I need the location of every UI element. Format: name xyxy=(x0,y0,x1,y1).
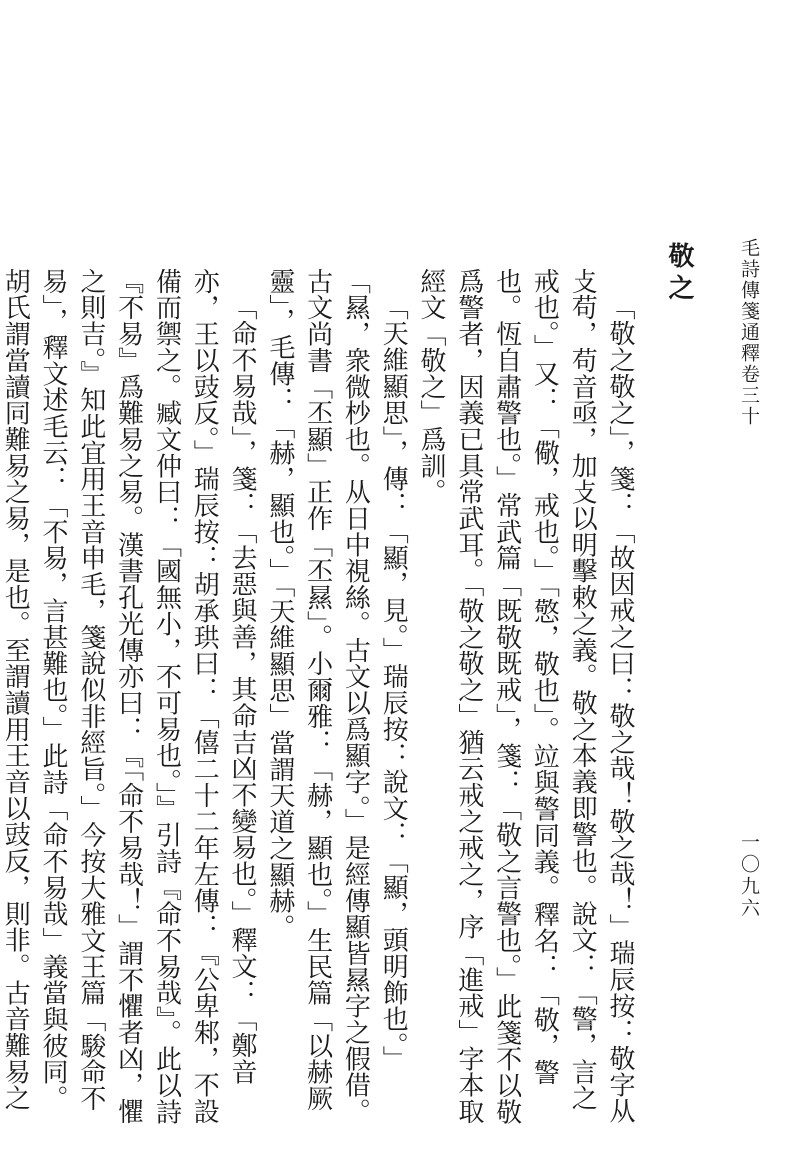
paragraph-3: 「命不易哉」，箋：「去惡與善，其命吉凶不變易也。」釋文：「鄭音亦，王以豉反。」瑞辰按：胡承珙曰：「僖二十二年左傳：『公卑邾，不設備而禦之。臧文仲曰：「國無小，不可易也。」』引詩『命不易哉』。此以詩『不易』爲難易之易。漢書孔光傳亦曰：『「命不易哉！」謂不懼者凶，懼之則吉。』知此宜用王音申毛，箋說似非經旨。」今按大雅文王篇「駿命不易」，釋文述毛云：「不易，言甚難也。」此詩「命不易哉」義當與彼同。胡氏謂當讀同難易之易，是也。至謂讀用王音以豉反，則非。古音難易之 xyxy=(0,268,258,1125)
running-head: 毛詩傳箋通釋卷三十 xyxy=(738,238,760,427)
paragraph-2: 「天維顯思」，傳：「顯，見。」瑞辰按：說文：「顯，頭明飾也。」「㬎，衆微杪也。从日中視絲。古文以爲顯字。」是經傳顯皆㬎字之假借。古文尚書「丕顯」正作「丕㬎」。小爾雅：「赫，顯也。」生民篇「以赫厥靈」，毛傳：「赫，顯也。」「天維顯思」當謂天道之顯赫。 xyxy=(264,268,409,1125)
paragraph-1: 「敬之敬之」，箋：「故因戒之曰：敬之哉！敬之哉！」瑞辰按：敬字从攴苟，苟音亟，加攴以明擊敕之義。敬之本義即警也。說文：「警，言之戒也。」又：「儆，戒也。」「憼，敬也」。竝與警同義。釋名：「敬，警也。恆自肅警也。」常武篇「既敬既戒」，箋：「敬之言警也。」此箋不以敬爲警者，因義已具常武耳。「敬之敬之」猶云戒之戒之，序「進戒」字本取經文「敬之」爲訓。 xyxy=(416,268,635,1125)
body-text xyxy=(0,268,638,1128)
section-title: 敬之 xyxy=(664,242,694,306)
page-number: 一〇九六 xyxy=(738,832,760,920)
